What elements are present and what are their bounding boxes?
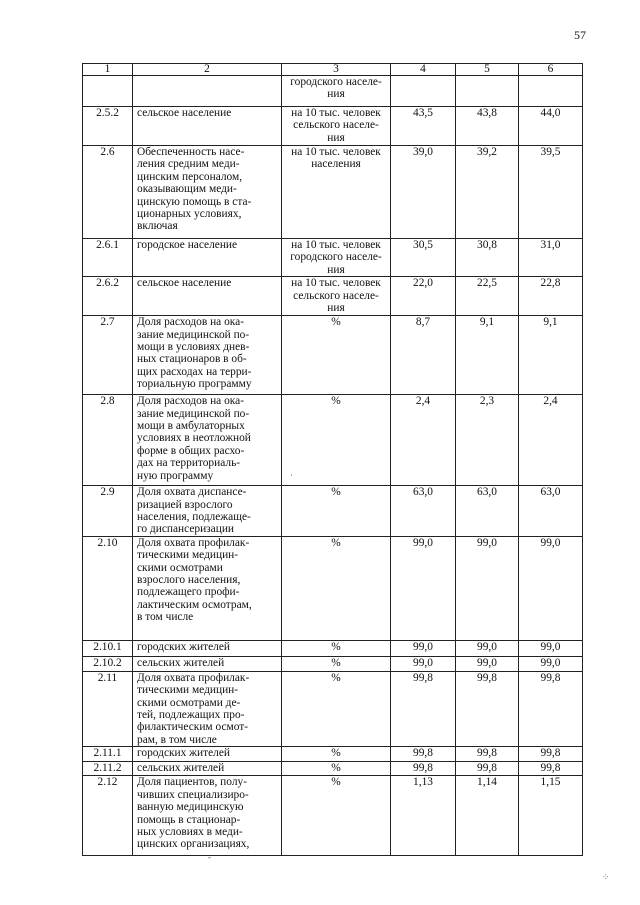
cell-col-4: 2,4 — [391, 395, 456, 486]
cell-col-3: городского населе- ния — [282, 76, 391, 107]
table-row — [83, 640, 583, 656]
cell-col-3: % — [282, 640, 391, 656]
cell-col-6: 22,8 — [519, 277, 583, 316]
cell-col-5: 99,0 — [456, 640, 519, 656]
cell-col-1: 2.10.2 — [83, 656, 133, 671]
cell-col-4: 99,0 — [391, 640, 456, 656]
cell-col-2: сельских жителей — [133, 656, 282, 671]
cell-col-1: 2.10.1 — [83, 640, 133, 656]
cell-col-1: 2.5.2 — [83, 107, 133, 146]
cell-col-5: 99,8 — [456, 747, 519, 762]
cell-col-4: 63,0 — [391, 486, 456, 537]
cell-col-2: городское население — [133, 239, 282, 277]
table-row — [83, 277, 583, 316]
cell-col-2: Доля пациентов, полу- чивших специализиро- ванную медицинскую помощь в стационар- ных условиях в меди- цинских организациях, — [133, 776, 282, 856]
cell-col-3: % — [282, 656, 391, 671]
cell-col-6: 1,15 — [519, 776, 583, 856]
column-header: 1 — [83, 64, 133, 76]
table-row — [83, 239, 583, 277]
cell-col-4: 39,0 — [391, 146, 456, 239]
cell-col-1: 2.6.2 — [83, 277, 133, 316]
table-row — [83, 146, 583, 239]
cell-col-4: 99,8 — [391, 747, 456, 762]
cell-col-4: 43,5 — [391, 107, 456, 146]
table-row — [83, 76, 583, 107]
cell-col-3: % — [282, 747, 391, 762]
scan-mark: - — [208, 852, 211, 862]
scan-mark: · — [290, 470, 293, 480]
cell-col-4: 8,7 — [391, 316, 456, 395]
cell-col-5: 43,8 — [456, 107, 519, 146]
cell-col-3: % — [282, 486, 391, 537]
cell-col-1: 2.6 — [83, 146, 133, 239]
table-row — [83, 107, 583, 146]
cell-col-1: 2.12 — [83, 776, 133, 856]
cell-col-4: 1,13 — [391, 776, 456, 856]
table-row — [83, 395, 583, 486]
cell-col-4 — [391, 76, 456, 107]
column-header: 5 — [456, 64, 519, 76]
column-header: 3 — [282, 64, 391, 76]
table-header-row — [83, 64, 583, 76]
cell-col-3: % — [282, 536, 391, 640]
table-row — [83, 762, 583, 776]
cell-col-6: 99,0 — [519, 640, 583, 656]
cell-col-5: 22,5 — [456, 277, 519, 316]
cell-col-5: 99,0 — [456, 536, 519, 640]
cell-col-4: 22,0 — [391, 277, 456, 316]
cell-col-2 — [133, 76, 282, 107]
cell-col-1: 2.7 — [83, 316, 133, 395]
cell-col-2: Доля охвата профилак- тическими медицин- скими осмотрами взрослого населения, подлежащего профи- лактическим осмотрам, в том числе — [133, 536, 282, 640]
cell-col-6: 31,0 — [519, 239, 583, 277]
cell-col-5: 99,0 — [456, 656, 519, 671]
cell-col-3: % — [282, 762, 391, 776]
cell-col-5: 30,8 — [456, 239, 519, 277]
indicator-table — [82, 63, 583, 856]
cell-col-2: сельских жителей — [133, 762, 282, 776]
cell-col-2: сельское население — [133, 107, 282, 146]
cell-col-5: 99,8 — [456, 671, 519, 746]
table-row — [83, 747, 583, 762]
cell-col-6: 44,0 — [519, 107, 583, 146]
cell-col-3: на 10 тыс. человек городского населе- ния — [282, 239, 391, 277]
cell-col-2: Доля охвата диспансе- ризацией взрослого населения, подлежаще- го диспансеризации — [133, 486, 282, 537]
table-body — [83, 76, 583, 856]
cell-col-5: 9,1 — [456, 316, 519, 395]
cell-col-2: Доля охвата профилак- тическими медицин- скими осмотрами де- тей, подлежащих про- филактическим осмот- рам, в том числе — [133, 671, 282, 746]
cell-col-6: 63,0 — [519, 486, 583, 537]
cell-col-1: 2.6.1 — [83, 239, 133, 277]
cell-col-3: % — [282, 316, 391, 395]
cell-col-6: 99,8 — [519, 747, 583, 762]
cell-col-2: Доля расходов на ока- зание медицинской по- мощи в амбулаторных условиях в неотложной форме в общих расхо- дах на территориаль- ную программу — [133, 395, 282, 486]
cell-col-6 — [519, 76, 583, 107]
column-header: 6 — [519, 64, 583, 76]
table-row — [83, 536, 583, 640]
cell-col-5: 1,14 — [456, 776, 519, 856]
page-number: 57 — [574, 28, 586, 42]
cell-col-3: % — [282, 776, 391, 856]
cell-col-2: Доля расходов на ока- зание медицинской по- мощи в условиях днев- ных стационаров в об- щих расходах на терри- ториальную программу — [133, 316, 282, 395]
cell-col-6: 99,0 — [519, 656, 583, 671]
cell-col-3: % — [282, 671, 391, 746]
cell-col-1: 2.11.2 — [83, 762, 133, 776]
table-row — [83, 671, 583, 746]
cell-col-4: 30,5 — [391, 239, 456, 277]
cell-col-6: 99,0 — [519, 536, 583, 640]
cell-col-5: 99,8 — [456, 762, 519, 776]
table-row — [83, 776, 583, 856]
cell-col-4: 99,0 — [391, 656, 456, 671]
cell-col-6: 39,5 — [519, 146, 583, 239]
column-header: 2 — [133, 64, 282, 76]
cell-col-3: на 10 тыс. человек населения — [282, 146, 391, 239]
column-header: 4 — [391, 64, 456, 76]
cell-col-4: 99,8 — [391, 762, 456, 776]
cell-col-2: Обеспеченность насе- ления средним меди- цинским персоналом, оказывающим меди- цинскую помощь в ста- ционарных условиях, включая — [133, 146, 282, 239]
cell-col-5: 39,2 — [456, 146, 519, 239]
table-row — [83, 486, 583, 537]
cell-col-4: 99,8 — [391, 671, 456, 746]
cell-col-5: 63,0 — [456, 486, 519, 537]
scan-mark: ⁘ — [602, 872, 610, 882]
cell-col-6: 9,1 — [519, 316, 583, 395]
cell-col-2: городских жителей — [133, 747, 282, 762]
cell-col-1: 2.10 — [83, 536, 133, 640]
cell-col-2: городских жителей — [133, 640, 282, 656]
cell-col-1: 2.8 — [83, 395, 133, 486]
cell-col-3: на 10 тыс. человек сельского населе- ния — [282, 107, 391, 146]
cell-col-1: 2.11.1 — [83, 747, 133, 762]
cell-col-1: 2.9 — [83, 486, 133, 537]
cell-col-6: 2,4 — [519, 395, 583, 486]
cell-col-5 — [456, 76, 519, 107]
cell-col-6: 99,8 — [519, 671, 583, 746]
table-row — [83, 656, 583, 671]
cell-col-5: 2,3 — [456, 395, 519, 486]
cell-col-1: 2.11 — [83, 671, 133, 746]
cell-col-3: на 10 тыс. человек сельского населе- ния — [282, 277, 391, 316]
cell-col-3: % — [282, 395, 391, 486]
cell-col-6: 99,8 — [519, 762, 583, 776]
cell-col-4: 99,0 — [391, 536, 456, 640]
cell-col-1 — [83, 76, 133, 107]
table-row — [83, 316, 583, 395]
cell-col-2: сельское население — [133, 277, 282, 316]
